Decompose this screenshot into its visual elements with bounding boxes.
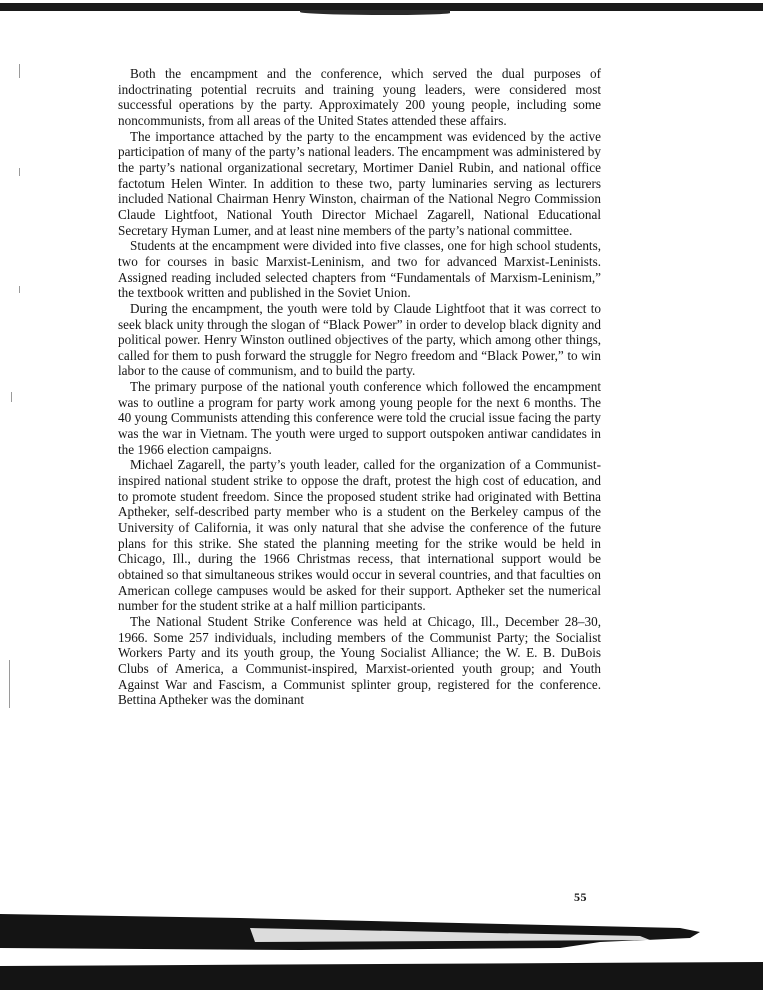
paragraph: The importance attached by the party to the encampment was evidenced by the active participation of many of the party’s national leaders. The encampment was administered by the party’s national organizational secretary, Mortimer Daniel Rubin, and national office factotum Helen Winter. In addition to these two, party luminaries serving as lecturers included National Chairman Henry Winston, chairman of the National Negro Commission Claude Lightfoot, National Youth Director Michael Zagarell, National Educational Secretary Hyman Lumer, and at least nine members of the party’s national committee. [118,128,601,238]
scan-margin-mark [11,392,12,402]
scan-margin-mark [9,660,10,708]
paragraph: Michael Zagarell, the party’s youth leader, called for the organization of a Communist-inspired national student strike to oppose the draft, protest the high cost of education, and to promote student freedom. Since the proposed student strike had originated with Bettina Aptheker, self-described party member who is a student on the Berkeley campus of the University of California, it was only natural that she advise the conference of the future plans for this strike. She stated the planning meeting for the strike would be held in Chicago, Ill., during the 1966 Christmas recess, that international support would be obtained so that simultaneous strikes would occur in several countries, and that faculties on American college campuses would be asked for their support. Aptheker set the numerical number for the student strike at a half million participants. [118,457,601,614]
paragraph: The National Student Strike Conference was held at Chicago, Ill., December 28–30, 1966. Some 257 individuals, including members of the Communist Party; the Socialist Workers Party and its youth group, the Young Socialist Alliance; the W. E. B. DuBois Clubs of America, a Communist-inspired, Marxist-oriented youth group; and Youth Against War and Fascism, a Communist splinter group, registered for the conference. Bettina Aptheker was the dominant [118,613,601,708]
page-body [118,66,601,708]
paragraph: Both the encampment and the conference, which served the dual purposes of indoctrinating potential recruits and training young leaders, were considered most successful operations by the party. Approximately 200 young people, including some noncommunists, from all areas of the United States attended these affairs. [118,66,601,128]
scan-margin-mark [19,286,20,293]
scan-bottom-border [0,914,763,990]
scan-margin-mark [19,64,20,78]
paragraph: During the encampment, the youth were told by Claude Lightfoot that it was correct to seek black unity through the slogan of “Black Power” in order to develop black dignity and political power. Henry Winston outlined objectives of the party, which among other things, called for them to push forward the struggle for Negro freedom and “Black Power,” to win labor to the cause of communism, and to build the party. [118,300,601,379]
paragraph: Students at the encampment were divided into five classes, one for high school students, two for courses in basic Marxist-Leninism, and two for advanced Marxist-Leninists. Assigned reading included selected chapters from “Fundamentals of Marxism-Leninism,” the textbook written and published in the Soviet Union. [118,238,601,301]
scan-top-smudge [300,10,450,15]
scan-margin-mark [19,168,20,176]
page-number: 55 [574,890,587,904]
paragraph: The primary purpose of the national youth conference which followed the encampment was to outline a program for party work among young people for the next 6 months. The 40 young Communists attending this conference were told the crucial issue facing the party was the war in Vietnam. The youth were urged to support outspoken antiwar candidates in the 1966 election campaigns. [118,379,601,457]
